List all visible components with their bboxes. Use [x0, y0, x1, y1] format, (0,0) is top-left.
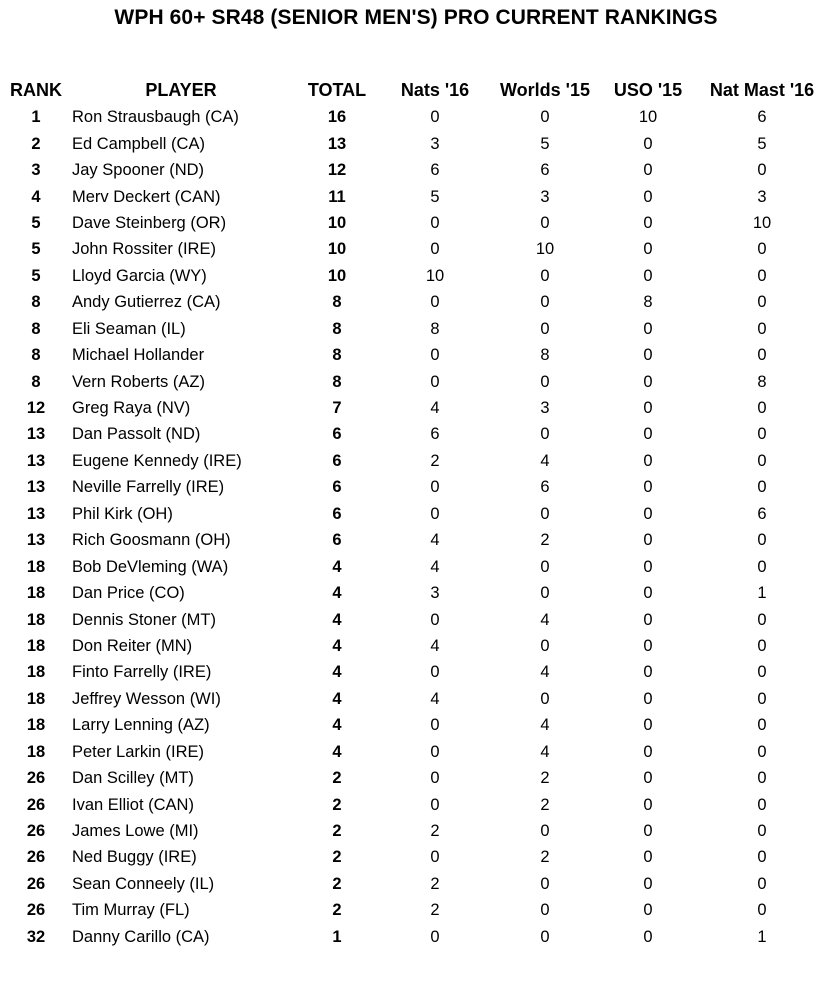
rank-cell: 4: [31, 187, 41, 206]
total-cell: 4: [332, 636, 342, 655]
nats-16-cell: 0: [430, 663, 440, 682]
nats-16-cell: 4: [430, 557, 440, 576]
nats-16-cell: 0: [430, 610, 440, 629]
nat-mast-16-cell: 0: [757, 399, 767, 418]
nats-16-cell: 3: [430, 584, 440, 603]
table-row: [0, 739, 832, 765]
table-row: [0, 580, 832, 606]
rank-cell: 32: [26, 927, 46, 946]
rank-cell: 13: [26, 478, 46, 497]
table-row: [0, 712, 832, 738]
nats-16-cell: 6: [430, 425, 440, 444]
rank-cell: 13: [26, 504, 46, 523]
player-cell: Tim Murray (FL): [72, 901, 190, 920]
worlds-15-cell: 0: [540, 108, 550, 127]
nat-mast-16-cell: 0: [757, 795, 767, 814]
rank-cell: 18: [26, 689, 46, 708]
total-cell: 11: [328, 187, 346, 206]
nats-16-cell: 0: [430, 742, 440, 761]
rank-cell: 18: [26, 716, 46, 735]
uso-15-cell: 0: [643, 663, 653, 682]
worlds-15-cell: 0: [540, 504, 550, 523]
rank-cell: 26: [26, 795, 46, 814]
worlds-15-cell: 0: [540, 927, 550, 946]
table-row: [0, 659, 832, 685]
total-cell: 4: [332, 584, 342, 603]
header-player: PLAYER: [145, 80, 217, 100]
uso-15-cell: 0: [643, 531, 653, 550]
nats-16-cell: 3: [430, 134, 440, 153]
nats-16-cell: 0: [430, 478, 440, 497]
total-cell: 4: [332, 557, 342, 576]
rank-cell: 13: [26, 451, 46, 470]
table-row: [0, 897, 832, 923]
rank-cell: 18: [26, 663, 46, 682]
uso-15-cell: 0: [643, 848, 653, 867]
player-cell: Ivan Elliot (CAN): [72, 795, 194, 814]
table-row: [0, 183, 832, 209]
player-cell: Don Reiter (MN): [72, 636, 193, 655]
nat-mast-16-cell: 0: [757, 848, 767, 867]
rank-cell: 2: [31, 134, 41, 153]
nats-16-cell: 0: [430, 504, 440, 523]
rank-cell: 8: [31, 346, 41, 365]
total-cell: 8: [332, 319, 342, 338]
rank-cell: 26: [26, 769, 46, 788]
nats-16-cell: 4: [430, 689, 440, 708]
rank-cell: 18: [26, 584, 46, 603]
uso-15-cell: 0: [643, 346, 653, 365]
worlds-15-cell: 5: [540, 134, 550, 153]
header-nat-mast-16: Nat Mast '16: [709, 80, 815, 100]
player-cell: John Rossiter (IRE): [72, 240, 216, 259]
total-cell: 1: [332, 927, 342, 946]
rank-cell: 18: [26, 610, 46, 629]
uso-15-cell: 0: [643, 134, 653, 153]
nats-16-cell: 0: [430, 795, 440, 814]
nats-16-cell: 4: [430, 399, 440, 418]
table-row: [0, 421, 832, 447]
nat-mast-16-cell: 0: [757, 266, 767, 285]
uso-15-cell: 0: [643, 795, 653, 814]
player-cell: Eli Seaman (IL): [72, 319, 186, 338]
nat-mast-16-cell: 0: [757, 451, 767, 470]
total-cell: 6: [332, 425, 342, 444]
player-cell: Michael Hollander: [72, 346, 205, 365]
nat-mast-16-cell: 0: [757, 901, 767, 920]
table-row: [0, 342, 832, 368]
nat-mast-16-cell: 0: [757, 822, 767, 841]
nats-16-cell: 2: [430, 822, 440, 841]
page-title: WPH 60+ SR48 (SENIOR MEN'S) PRO CURRENT RANKINGS: [114, 6, 718, 29]
worlds-15-cell: 10: [535, 240, 555, 259]
uso-15-cell: 0: [643, 187, 653, 206]
worlds-15-cell: 0: [540, 213, 550, 232]
total-cell: 2: [332, 795, 342, 814]
player-cell: Dan Passolt (ND): [72, 425, 201, 444]
table-row: [0, 210, 832, 236]
uso-15-cell: 0: [643, 901, 653, 920]
worlds-15-cell: 4: [540, 663, 550, 682]
worlds-15-cell: 0: [540, 901, 550, 920]
nats-16-cell: 4: [430, 531, 440, 550]
table-row: [0, 606, 832, 632]
nat-mast-16-cell: 0: [757, 425, 767, 444]
rank-cell: 26: [26, 848, 46, 867]
nat-mast-16-cell: 0: [757, 161, 767, 180]
player-cell: Dave Steinberg (OR): [72, 213, 227, 232]
total-cell: 10: [327, 213, 347, 232]
total-cell: 4: [332, 610, 342, 629]
nats-16-cell: 6: [430, 161, 440, 180]
uso-15-cell: 0: [643, 874, 653, 893]
rankings-body: [0, 104, 832, 950]
worlds-15-cell: 4: [540, 716, 550, 735]
worlds-15-cell: 0: [540, 425, 550, 444]
nats-16-cell: 0: [430, 716, 440, 735]
nats-16-cell: 0: [430, 240, 440, 259]
header-uso-15: USO '15: [613, 80, 683, 100]
nat-mast-16-cell: 6: [757, 108, 767, 127]
worlds-15-cell: 3: [540, 399, 550, 418]
worlds-15-cell: 6: [540, 161, 550, 180]
rank-cell: 5: [31, 213, 41, 232]
header-row: [0, 77, 832, 104]
nat-mast-16-cell: 6: [757, 504, 767, 523]
nat-mast-16-cell: 0: [757, 769, 767, 788]
header-worlds-15: Worlds '15: [500, 80, 590, 100]
total-cell: 16: [327, 108, 347, 127]
rank-cell: 26: [26, 874, 46, 893]
uso-15-cell: 0: [643, 451, 653, 470]
rank-cell: 3: [31, 161, 41, 180]
header-rank: RANK: [10, 80, 62, 100]
uso-15-cell: 0: [643, 584, 653, 603]
worlds-15-cell: 0: [540, 822, 550, 841]
rank-cell: 13: [26, 531, 46, 550]
player-cell: Dan Price (CO): [72, 584, 185, 603]
uso-15-cell: 0: [643, 610, 653, 629]
player-cell: Ned Buggy (IRE): [72, 848, 197, 867]
rank-cell: 12: [26, 399, 46, 418]
rank-cell: 5: [31, 266, 41, 285]
worlds-15-cell: 0: [540, 557, 550, 576]
worlds-15-cell: 0: [540, 584, 550, 603]
uso-15-cell: 8: [643, 293, 653, 312]
player-cell: Lloyd Garcia (WY): [72, 266, 207, 285]
total-cell: 2: [332, 848, 342, 867]
worlds-15-cell: 0: [540, 689, 550, 708]
total-cell: 6: [332, 478, 342, 497]
worlds-15-cell: 2: [540, 531, 550, 550]
table-row: [0, 104, 832, 130]
total-cell: 7: [332, 399, 342, 418]
table-row: [0, 791, 832, 817]
uso-15-cell: 0: [643, 240, 653, 259]
player-cell: Dennis Stoner (MT): [72, 610, 216, 629]
rank-cell: 8: [31, 372, 41, 391]
player-cell: Ron Strausbaugh (CA): [72, 108, 239, 127]
nat-mast-16-cell: 0: [757, 689, 767, 708]
worlds-15-cell: 2: [540, 795, 550, 814]
nats-16-cell: 2: [430, 874, 440, 893]
total-cell: 6: [332, 451, 342, 470]
table-row: [0, 157, 832, 183]
total-cell: 2: [332, 769, 342, 788]
player-cell: Merv Deckert (CAN): [72, 187, 221, 206]
table-row: [0, 263, 832, 289]
rank-cell: 8: [31, 293, 41, 312]
player-cell: Danny Carillo (CA): [72, 927, 210, 946]
nats-16-cell: 0: [430, 346, 440, 365]
player-cell: Vern Roberts (AZ): [72, 372, 205, 391]
rank-cell: 18: [26, 557, 46, 576]
rank-cell: 13: [26, 425, 46, 444]
table-row: [0, 765, 832, 791]
total-cell: 10: [327, 266, 347, 285]
table-row: [0, 316, 832, 342]
total-cell: 13: [327, 134, 347, 153]
uso-15-cell: 0: [643, 927, 653, 946]
player-cell: Larry Lenning (AZ): [72, 716, 210, 735]
player-cell: Neville Farrelly (IRE): [72, 478, 225, 497]
total-cell: 2: [332, 874, 342, 893]
worlds-15-cell: 6: [540, 478, 550, 497]
player-cell: Sean Conneely (IL): [72, 874, 215, 893]
table-row: [0, 871, 832, 897]
table-row: [0, 818, 832, 844]
worlds-15-cell: 0: [540, 372, 550, 391]
table-row: [0, 553, 832, 579]
player-cell: Greg Raya (NV): [72, 399, 191, 418]
nats-16-cell: 8: [430, 319, 440, 338]
nats-16-cell: 4: [430, 636, 440, 655]
worlds-15-cell: 2: [540, 769, 550, 788]
worlds-15-cell: 4: [540, 742, 550, 761]
table-row: [0, 448, 832, 474]
nats-16-cell: 2: [430, 901, 440, 920]
total-cell: 6: [332, 531, 342, 550]
player-cell: James Lowe (MI): [72, 822, 199, 841]
total-cell: 2: [332, 822, 342, 841]
player-cell: Jay Spooner (ND): [72, 161, 205, 180]
rank-cell: 18: [26, 636, 46, 655]
worlds-15-cell: 0: [540, 266, 550, 285]
nats-16-cell: 0: [430, 769, 440, 788]
uso-15-cell: 0: [643, 399, 653, 418]
player-cell: Finto Farrelly (IRE): [72, 663, 212, 682]
nat-mast-16-cell: 5: [757, 134, 767, 153]
table-row: [0, 527, 832, 553]
nat-mast-16-cell: 1: [757, 584, 767, 603]
worlds-15-cell: 2: [540, 848, 550, 867]
nat-mast-16-cell: 0: [757, 531, 767, 550]
nat-mast-16-cell: 0: [757, 636, 767, 655]
nat-mast-16-cell: 0: [757, 716, 767, 735]
rank-cell: 26: [26, 822, 46, 841]
uso-15-cell: 0: [643, 504, 653, 523]
nat-mast-16-cell: 0: [757, 742, 767, 761]
table-row: [0, 686, 832, 712]
nat-mast-16-cell: 0: [757, 240, 767, 259]
total-cell: 4: [332, 663, 342, 682]
nats-16-cell: 0: [430, 213, 440, 232]
table-row: [0, 236, 832, 262]
nat-mast-16-cell: 0: [757, 293, 767, 312]
worlds-15-cell: 4: [540, 610, 550, 629]
table-row: [0, 289, 832, 315]
nats-16-cell: 2: [430, 451, 440, 470]
nat-mast-16-cell: 3: [757, 187, 767, 206]
uso-15-cell: 0: [643, 266, 653, 285]
table-row: [0, 474, 832, 500]
uso-15-cell: 0: [643, 636, 653, 655]
nat-mast-16-cell: 0: [757, 874, 767, 893]
total-cell: 4: [332, 742, 342, 761]
worlds-15-cell: 4: [540, 451, 550, 470]
table-row: [0, 368, 832, 394]
worlds-15-cell: 3: [540, 187, 550, 206]
nats-16-cell: 0: [430, 293, 440, 312]
nats-16-cell: 0: [430, 108, 440, 127]
worlds-15-cell: 0: [540, 319, 550, 338]
nat-mast-16-cell: 1: [757, 927, 767, 946]
player-cell: Bob DeVleming (WA): [72, 557, 229, 576]
header-nats-16: Nats '16: [400, 80, 470, 100]
player-cell: Dan Scilley (MT): [72, 769, 194, 788]
uso-15-cell: 0: [643, 716, 653, 735]
total-cell: 12: [327, 161, 347, 180]
uso-15-cell: 0: [643, 822, 653, 841]
nats-16-cell: 0: [430, 372, 440, 391]
nat-mast-16-cell: 10: [752, 213, 772, 232]
total-cell: 8: [332, 293, 342, 312]
table-row: [0, 501, 832, 527]
nat-mast-16-cell: 0: [757, 346, 767, 365]
player-cell: Phil Kirk (OH): [72, 504, 173, 523]
rank-cell: 8: [31, 319, 41, 338]
uso-15-cell: 0: [643, 769, 653, 788]
total-cell: 10: [327, 240, 347, 259]
player-cell: Eugene Kennedy (IRE): [72, 451, 242, 470]
rank-cell: 18: [26, 742, 46, 761]
uso-15-cell: 0: [643, 478, 653, 497]
nats-16-cell: 10: [425, 266, 445, 285]
nats-16-cell: 5: [430, 187, 440, 206]
uso-15-cell: 0: [643, 213, 653, 232]
rank-cell: 5: [31, 240, 41, 259]
total-cell: 2: [332, 901, 342, 920]
worlds-15-cell: 8: [540, 346, 550, 365]
uso-15-cell: 0: [643, 557, 653, 576]
uso-15-cell: 0: [643, 742, 653, 761]
worlds-15-cell: 0: [540, 636, 550, 655]
worlds-15-cell: 0: [540, 293, 550, 312]
uso-15-cell: 0: [643, 319, 653, 338]
player-cell: Jeffrey Wesson (WI): [72, 689, 221, 708]
total-cell: 8: [332, 372, 342, 391]
nat-mast-16-cell: 0: [757, 610, 767, 629]
nat-mast-16-cell: 0: [757, 557, 767, 576]
nats-16-cell: 0: [430, 848, 440, 867]
total-cell: 8: [332, 346, 342, 365]
header-total: TOTAL: [307, 80, 367, 100]
uso-15-cell: 0: [643, 689, 653, 708]
table-row: [0, 924, 832, 950]
worlds-15-cell: 0: [540, 874, 550, 893]
player-cell: Rich Goosmann (OH): [72, 531, 231, 550]
uso-15-cell: 0: [643, 372, 653, 391]
table-row: [0, 130, 832, 156]
table-row: [0, 395, 832, 421]
rank-cell: 1: [31, 108, 41, 127]
total-cell: 6: [332, 504, 342, 523]
nats-16-cell: 0: [430, 927, 440, 946]
player-cell: Ed Campbell (CA): [72, 134, 205, 153]
player-cell: Andy Gutierrez (CA): [72, 293, 221, 312]
uso-15-cell: 10: [638, 108, 658, 127]
total-cell: 4: [332, 716, 342, 735]
player-cell: Peter Larkin (IRE): [72, 742, 205, 761]
nat-mast-16-cell: 0: [757, 663, 767, 682]
nat-mast-16-cell: 8: [757, 372, 767, 391]
table-row: [0, 844, 832, 870]
uso-15-cell: 0: [643, 425, 653, 444]
rankings-table: [0, 77, 832, 950]
total-cell: 4: [332, 689, 342, 708]
table-row: [0, 633, 832, 659]
uso-15-cell: 0: [643, 161, 653, 180]
nat-mast-16-cell: 0: [757, 319, 767, 338]
rank-cell: 26: [26, 901, 46, 920]
nat-mast-16-cell: 0: [757, 478, 767, 497]
